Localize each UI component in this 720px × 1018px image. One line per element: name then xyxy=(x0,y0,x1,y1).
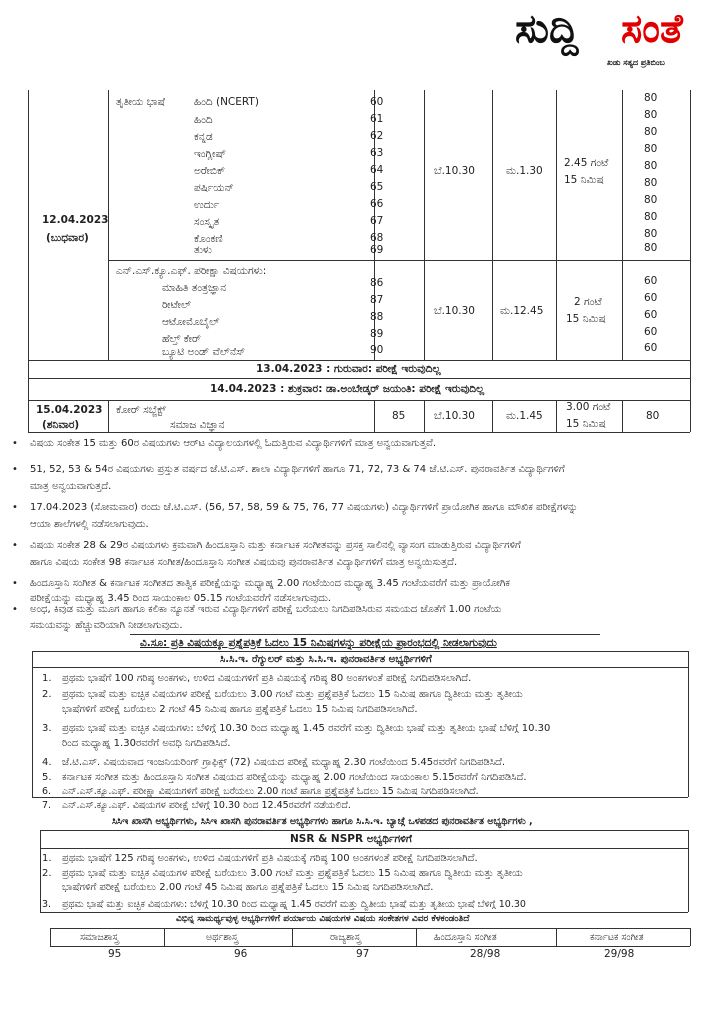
cce-item: 2. ಪ್ರಥಮ ಭಾಷೆ ಮತ್ತು ಐಚ್ಛಿಕ ವಿಷಯಗಳ ಪರೀಕ್ಷೆ ಬರೆಯಲು 3.00 ಗಂಟೆ ಮತ್ತು ಪ್ರಶ್ನೆಪತ್ರಿಕೆ ಓದಲು 15 ನಿಮಿಷ ಹಾಗೂ ದ್ವಿತೀಯ ಮತ್ತು ತೃತೀಯ xyxy=(42,689,523,700)
cce-item: 6. ಎನ್.ಎಸ್.ಕ್ಯೂ.ಎಫ್. ಪರೀಕ್ಷಾ ವಿಷಯಗಳಿಗೆ ಪರೀಕ್ಷೆ ಬರೆಯಲು 2.00 ಗಂಟೆ ಹಾಗೂ ಪ್ರಶ್ನೆಪತ್ರಿಕೆ ಓದಲು 15 ನಿಮಿಷ ನಿಗದಿಪಡಿಸಲಾಗಿದೆ. xyxy=(42,786,479,797)
nsqf-subject: ರೀಟೇಲ್ xyxy=(162,299,192,311)
alt-subject-header: ರಾಜ್ಯಶಾಸ್ತ್ರ xyxy=(330,932,361,943)
no-exam-row-2: 14.04.2023 : ಶುಕ್ರವಾರ: ಡಾ.ಅಂಬೇಡ್ಕರ್ ಜಯಂತಿ: ಪರೀಕ್ಷೆ ಇರುವುದಿಲ್ಲ xyxy=(210,383,485,395)
language-marks: 80 xyxy=(644,160,658,172)
language-row: ಪರ್ಷಿಯನ್ xyxy=(194,182,234,194)
nsqf-marks: 60 xyxy=(644,292,658,304)
language-marks: 80 xyxy=(644,228,658,240)
language-code: 68 xyxy=(370,232,384,244)
cce-item-cont: ಭಾಷೆಗಳಿಗೆ ಪರೀಕ್ಷೆ ಬರೆಯಲು 2 ಗಂಟೆ 45 ನಿಮಿಷ ಹಾಗೂ ಪ್ರಶ್ನೆಪತ್ರಿಕೆ ಓದಲು 15 ನಿಮಿಷ ನಿಗದಿಪಡಿಸಲಾಗಿದೆ. xyxy=(62,704,418,715)
language-code: 65 xyxy=(370,181,384,193)
core-code: 85 xyxy=(392,410,406,422)
nsqf-subject: ಮಾಹಿತಿ ತಂತ್ರಜ್ಞಾನ xyxy=(162,282,227,294)
alternate-subjects-title: ವಿಭಿನ್ನ ಸಾಮರ್ಥ್ಯವುಳ್ಳ ಅಭ್ಯರ್ಥಿಗಳಿಗೆ ಪರ್ಯಾಯ ವಿಷಯಗಳ ವಿಷಯ ಸಂಕೇತಗಳ ವಿವರ ಕೆಳಕಂಡಂತಿದೆ xyxy=(176,914,470,924)
language-code: 63 xyxy=(370,147,384,159)
cce-item: 7. ಎನ್.ಎಸ್.ಕ್ಯೂ.ಎಫ್. ವಿಷಯಗಳ ಪರೀಕ್ಷೆ ಬೆಳಿಗ್ಗೆ 10.30 ರಿಂದ 12.45ರವರೆಗೆ ನಡೆಯಲಿದೆ. xyxy=(42,800,351,811)
exam-timetable xyxy=(0,0,720,440)
note-item: • ವಿಷಯ ಸಂಕೇತ 15 ಮತ್ತು 60ರ ವಿಷಯಗಳು ಆರ್‌ಟ ವಿದ್ಯಾಲಯಗಳಲ್ಲಿ ಓದುತ್ತಿರುವ ವಿದ್ಯಾರ್ಥಿಗಳಿಗೆ ಮಾತ್ರ ಅನ್ವಯವಾಗುತ್ತವೆ. xyxy=(12,438,437,449)
notes-list xyxy=(0,436,720,626)
alt-subject-code: 96 xyxy=(234,948,248,960)
nsqf-marks: 60 xyxy=(644,326,658,338)
logo-tagline: ಖಡು ಸತ್ಯದ ಪ್ರತಿಬಿಂಬ xyxy=(607,58,665,67)
alt-subject-code: 29/98 xyxy=(604,948,635,960)
nsqf-end-time: ಮ.12.45 xyxy=(500,305,544,317)
alt-subject-header: ಅರ್ಥಶಾಸ್ತ್ರ xyxy=(206,932,239,943)
language-duration: 2.45 ಗಂಟೆ xyxy=(564,157,609,169)
language-marks: 80 xyxy=(644,109,658,121)
cce-item: 5. ಕರ್ನಾಟಕ ಸಂಗೀತ ಮತ್ತು ಹಿಂದೂಸ್ತಾನಿ ಸಂಗೀತ ವಿಷಯದ ಪರೀಕ್ಷೆಯನ್ನು ಮಧ್ಯಾಹ್ನ 2.00 ಗಂಟೆಯಿಂದ ಸಾಯಂಕಾಲ 5.15ರವರೆಗೆ ನಿಗದಿಪಡಿಸಿದೆ. xyxy=(42,772,527,783)
bullet-icon: • xyxy=(12,502,18,513)
language-marks: 80 xyxy=(644,92,658,104)
nsqf-subject: ಹೆಲ್ತ್ ಕೇರ್ xyxy=(162,333,201,345)
note-item-cont: ಪರೀಕ್ಷೆಯನ್ನು ಮಧ್ಯಾಹ್ನ 3.45 ರಿಂದ ಸಾಯಂಕಾಲ 05.15 ಗಂಟೆಯವರೆಗೆ ನಡೆಸಲಾಗುವುದು. xyxy=(30,593,332,604)
language-marks: 80 xyxy=(644,242,658,254)
third-language-header: ತೃತೀಯ ಭಾಷೆ xyxy=(116,96,166,108)
language-row: ಅರೇಬಿಕ್ xyxy=(194,165,226,177)
cce-item-cont: ರಿಂದ ಮಧ್ಯಾಹ್ನ 1.30ರವರೆಗೆ ಅವಧಿ ನಿಗದಿಪಡಿಸಿದೆ. xyxy=(62,738,231,749)
private-candidates-title: ಸಿಸಿಇ ಖಾಸಗಿ ಅಭ್ಯರ್ಥಿಗಳು, ಸಿಸಿಇ ಖಾಸಗಿ ಪುನರಾವರ್ತಿತ ಅಭ್ಯರ್ಥಿಗಳು ಹಾಗೂ ಸಿ.ಸಿ.ಇ. ಬ್ಯಾಚ್ಗೆ ಒಳಪಡದ ಪುನರಾವರ್ತಿತ ಅಭ್ಯರ್ಥಿಗಳು , xyxy=(112,816,533,827)
nsqf-subject: ಬ್ಯೂಟಿ ಅಂಡ್ ವೆಲ್‌ನೆಸ್ xyxy=(162,346,246,358)
note-item-cont: ಸಮಯವನ್ನು ಹೆಚ್ಚುವರಿಯಾಗಿ ನೀಡಲಾಗುವುದು. xyxy=(30,620,183,631)
core-subject-label: ಕೋರ್ ಸಬ್ಜೆಕ್ಟ್ xyxy=(116,404,166,416)
language-marks: 80 xyxy=(644,143,658,155)
language-row: ಇಂಗ್ಲೀಷ್ xyxy=(194,148,227,160)
bullet-icon: • xyxy=(12,578,18,589)
language-code: 62 xyxy=(370,130,384,142)
note-item: • ವಿಷಯ ಸಂಕೇತ 28 & 29ರ ವಿಷಯಗಳು ಕ್ರಮವಾಗಿ ಹಿಂದೂಸ್ತಾನಿ ಮತ್ತು ಕರ್ನಾಟಕ ಸಂಗೀತವನ್ನು ಪ್ರಸಕ್ತ ಸಾಲಿನಲ್ಲಿ ವ್ಯಾಸಂಗ ಮಾಡುತ್ತಿರುವ ವಿದ್ಯಾರ್ಥಿಗಳಿಗೆ xyxy=(12,540,521,551)
language-row: ಹಿಂದಿ xyxy=(194,114,213,126)
language-row: ಸಂಸ್ಕೃತ xyxy=(194,216,220,228)
nsqf-subject: ಆಟೋಮೊಬೈಲ್ xyxy=(162,316,220,328)
language-code: 69 xyxy=(370,244,384,256)
nsqf-marks: 60 xyxy=(644,275,658,287)
alt-subject-header: ಕರ್ನಾಟಕ ಸಂಗೀತ xyxy=(590,932,644,943)
nsqf-duration: 2 ಗಂಟೆ xyxy=(574,296,602,308)
core-marks: 80 xyxy=(646,410,660,422)
nsqf-marks: 60 xyxy=(644,309,658,321)
alt-subject-code: 95 xyxy=(108,948,122,960)
nsqf-code: 87 xyxy=(370,294,384,306)
language-marks: 80 xyxy=(644,126,658,138)
note-item: • ಅಂಧ, ಕಿವುಡ ಮತ್ತು ಮೂಗ ಹಾಗೂ ಕಲಿಕಾ ನ್ಯೂನತೆ ಇರುವ ವಿದ್ಯಾರ್ಥಿಗಳಿಗೆ ಪರೀಕ್ಷೆ ಬರೆಯಲು ನಿಗದಿಪಡಿಸಿರುವ ಸಮಯದ ಜೊತೆಗೆ 1.00 ಗಂಟೆಯ xyxy=(12,604,502,615)
note-item-cont: ಹಾಗೂ ವಿಷಯ ಸಂಕೇತ 98 ಕರ್ನಾಟಕ ಸಂಗೀತ/ಹಿಂದೂಸ್ತಾನಿ ಸಂಗೀತ ವಿಷಯವು ಪುನರಾವರ್ತಿತ ವಿದ್ಯಾರ್ಥಿಗಳಿಗೆ ಮಾತ್ರ ಅನ್ವಯಿಸುತ್ತದೆ. xyxy=(30,557,458,568)
bullet-icon: • xyxy=(12,604,18,615)
language-duration-reading: 15 ನಿಮಿಷ xyxy=(564,174,604,186)
no-exam-row-1: 13.04.2023 : ಗುರುವಾರ: ಪರೀಕ್ಷೆ ಇರುವುದಿಲ್ಲ xyxy=(256,363,441,375)
nsqf-start-time: ಬೆ.10.30 xyxy=(434,305,475,317)
bullet-icon: • xyxy=(12,540,18,551)
language-row: ಉರ್ದು xyxy=(194,199,220,211)
logo-brand-red: ಸಂತೆ xyxy=(621,6,683,52)
nsr-subtitle: NSR & NSPR ಅಭ್ಯರ್ಥಿಗಳಿಗೆ xyxy=(290,833,412,845)
alt-subject-header: ಹಿಂದೂಸ್ತಾನಿ ಸಂಗೀತ xyxy=(434,932,497,943)
cce-subtitle: ಸಿ.ಸಿ.ಇ. ರೆಗ್ಯುಲರ್ ಮತ್ತು ಸಿ.ಸಿ.ಇ. ಪುನರಾವರ್ತಿತ ಅಭ್ಯರ್ಥಿಗಳಿಗೆ xyxy=(220,654,432,665)
exam-date-2: 15.04.2023 xyxy=(36,404,103,416)
language-code: 61 xyxy=(370,113,384,125)
nsr-item: 3. ಪ್ರಥಮ ಭಾಷೆ ಮತ್ತು ಐಚ್ಛಿಕ ವಿಷಯಗಳು: ಬೆಳಿಗ್ಗೆ 10.30 ರಿಂದ ಮಧ್ಯಾಹ್ನ 1.45 ರವರೆಗೆ ಮತ್ತು ದ್ವಿತೀಯ ಭಾಷೆ ಮತ್ತು ತೃತೀಯ ಭಾಷೆ ಬೆಳಿಗ್ಗೆ 10.30 xyxy=(42,899,526,910)
language-row: ಕೊಂಕಣಿ xyxy=(194,233,223,245)
core-start-time: ಬೆ.10.30 xyxy=(434,410,475,422)
note-item: • 51, 52, 53 & 54ರ ವಿಷಯಗಳು ಪ್ರಸ್ತುತ ವರ್ಷದ ಜೆ.ಟಿ.ಎಸ್. ಶಾಲಾ ವಿದ್ಯಾರ್ಥಿಗಳಿಗೆ ಹಾಗೂ 71, 72, 73 & 74 ಜೆ.ಟಿ.ಎಸ್. ಪುನರಾವರ್ತಿತ ವಿದ್ಯಾರ್ಥಿಗಳಿಗೆ xyxy=(12,464,565,475)
exam-date-1: 12.04.2023 xyxy=(42,214,109,226)
language-row: ತುಳು xyxy=(194,244,212,256)
note-item-cont: ಮಾತ್ರ ಅನ್ವಯವಾಗುತ್ತದೆ. xyxy=(30,481,112,492)
alt-subject-header: ಸಮಾಜಶಾಸ್ತ್ರ xyxy=(80,932,119,943)
language-code: 67 xyxy=(370,215,384,227)
language-row: ಹಿಂದಿ (NCERT) xyxy=(194,96,259,108)
bullet-icon: • xyxy=(12,438,18,449)
language-end-time: ಮ.1.30 xyxy=(506,165,543,177)
note-item-cont: ಆಯಾ ಶಾಲೆಗಳಲ್ಲಿ ನಡೆಸಲಾಗುವುದು. xyxy=(30,519,149,530)
language-row: ಕನ್ನಡ xyxy=(194,131,213,143)
nsqf-code: 89 xyxy=(370,328,384,340)
language-code: 66 xyxy=(370,198,384,210)
language-code: 64 xyxy=(370,164,384,176)
core-duration: 3.00 ಗಂಟೆ xyxy=(566,401,611,413)
nsr-item-cont: ಭಾಷೆಗಳಿಗೆ ಪರೀಕ್ಷೆ ಬರೆಯಲು 2.00 ಗಂಟೆ 45 ನಿಮಿಷ ಹಾಗೂ ಪ್ರಶ್ನೆಪತ್ರಿಕೆ ಓದಲು 15 ನಿಮಿಷ ನಿಗದಿಪಡಿಸಲಾಗಿದೆ. xyxy=(62,882,434,893)
bullet-icon: • xyxy=(12,464,18,475)
nsr-item: 2. ಪ್ರಥಮ ಭಾಷೆ ಮತ್ತು ಐಚ್ಛಿಕ ವಿಷಯಗಳ ಪರೀಕ್ಷೆ ಬರೆಯಲು 3.00 ಗಂಟೆ ಮತ್ತು ಪ್ರಶ್ನೆಪತ್ರಿಕೆ ಓದಲು 15 ನಿಮಿಷ ಹಾಗೂ ದ್ವಿತೀಯ ಮತ್ತು ತೃತೀಯ xyxy=(42,868,523,879)
core-subject: ಸಮಾಜ ವಿಜ್ಞಾನ xyxy=(170,419,225,431)
cce-item: 1. ಪ್ರಥಮ ಭಾಷೆಗೆ 100 ಗರಿಷ್ಠ ಅಂಕಗಳು, ಉಳಿದ ವಿಷಯಗಳಿಗೆ ಪ್ರತಿ ವಿಷಯಕ್ಕೆ ಗರಿಷ್ಠ 80 ಅಂಕಗಳಂತೆ ಪರೀಕ್ಷೆ ನಿಗದಿಪಡಿಸಲಾಗಿದೆ. xyxy=(42,673,472,684)
language-marks: 80 xyxy=(644,194,658,206)
nsqf-code: 90 xyxy=(370,344,384,356)
language-code: 60 xyxy=(370,96,384,108)
alt-subject-code: 28/98 xyxy=(470,948,501,960)
nsqf-duration-reading: 15 ನಿಮಿಷ xyxy=(566,313,606,325)
nsqf-code: 88 xyxy=(370,311,384,323)
core-end-time: ಮ.1.45 xyxy=(506,410,543,422)
logo-brand-black: ಸುದ್ದಿ xyxy=(515,6,579,52)
nsqf-code: 86 xyxy=(370,277,384,289)
language-marks: 80 xyxy=(644,211,658,223)
language-marks: 80 xyxy=(644,177,658,189)
note-item: • ಹಿಂದೂಸ್ತಾನಿ ಸಂಗೀತ & ಕರ್ನಾಟಕ ಸಂಗೀತದ ತಾತ್ವಿಕ ಪರೀಕ್ಷೆಯನ್ನು ಮಧ್ಯಾಹ್ನ 2.00 ಗಂಟೆಯಿಂದ ಮಧ್ಯಾಹ್ನ 3.45 ಗಂಟೆಯವರೆಗೆ ಮತ್ತು ಪ್ರಾಯೋಗಿಕ xyxy=(12,578,510,589)
language-start-time: ಬೆ.10.30 xyxy=(434,165,475,177)
nsr-item: 1. ಪ್ರಥಮ ಭಾಷೆಗೆ 125 ಗರಿಷ್ಠ ಅಂಕಗಳು, ಉಳಿದ ವಿಷಯಗಳಿಗೆ ಪ್ರತಿ ವಿಷಯಕ್ಕೆ ಗರಿಷ್ಠ 100 ಅಂಕಗಳಂತೆ ಪರೀಕ್ಷೆ ನಿಗದಿಪಡಿಸಲಾಗಿದೆ. xyxy=(42,853,478,864)
exam-day-1: (ಬುಧವಾರ) xyxy=(46,232,89,244)
note-title: ವಿ.ಸೂ: ಪ್ರತಿ ವಿಷಯಕ್ಕೂ ಪ್ರಶ್ನೆಪತ್ರಿಕೆ ಓದಲು 15 ನಿಮಿಷಗಳನ್ನು ಪರೀಕ್ಷೆಯ ಪ್ರಾರಂಭದಲ್ಲಿ ನೀಡಲಾಗುವುದು xyxy=(140,637,497,649)
nsqf-header: ಎನ್.ಎಸ್.ಕ್ಯೂ.ಎಫ್. ಪರೀಕ್ಷಾ ವಿಷಯಗಳು: xyxy=(116,265,267,277)
note-item: • 17.04.2023 (ಸೋಮವಾರ) ರಂದು ಜೆ.ಟಿ.ಎಸ್. (56, 57, 58, 59 & 75, 76, 77 ವಿಷಯಗಳು) ವಿದ್ಯಾರ್ಥಿಗಳಿಗೆ ಪ್ರಾಯೋಗಿಕ ಹಾಗೂ ಮೌಖಿಕ ಪರೀಕ್ಷೆಗಳನ್ನು xyxy=(12,502,578,513)
cce-item: 3. ಪ್ರಥಮ ಭಾಷೆ ಮತ್ತು ಐಚ್ಛಿಕ ವಿಷಯಗಳು: ಬೆಳಿಗ್ಗೆ 10.30 ರಿಂದ ಮಧ್ಯಾಹ್ನ 1.45 ರವರೆಗೆ ಮತ್ತು ದ್ವಿತೀಯ ಭಾಷೆ ಮತ್ತು ತೃತೀಯ ಭಾಷೆ ಬೆಳಿಗ್ಗೆ 10.30 xyxy=(42,723,551,734)
alt-subject-code: 97 xyxy=(356,948,370,960)
exam-day-2: (ಶನಿವಾರ) xyxy=(42,419,80,431)
core-duration-reading: 15 ನಿಮಿಷ xyxy=(566,418,606,430)
cce-item: 4. ಜೆ.ಟಿ.ಎಸ್. ವಿಷಯವಾದ ಇಂಜನಿಯರಿಂಗ್ ಗ್ರಾಫಿಕ್ಸ್ (72) ವಿಷಯದ ಪರೀಕ್ಷೆ ಮಧ್ಯಾಹ್ನ 2.30 ಗಂಟೆಯಿಂದ 5.45ರವರೆಗೆ ನಿಗದಿಪಡಿಸಿದೆ. xyxy=(42,757,506,768)
nsqf-marks: 60 xyxy=(644,342,658,354)
